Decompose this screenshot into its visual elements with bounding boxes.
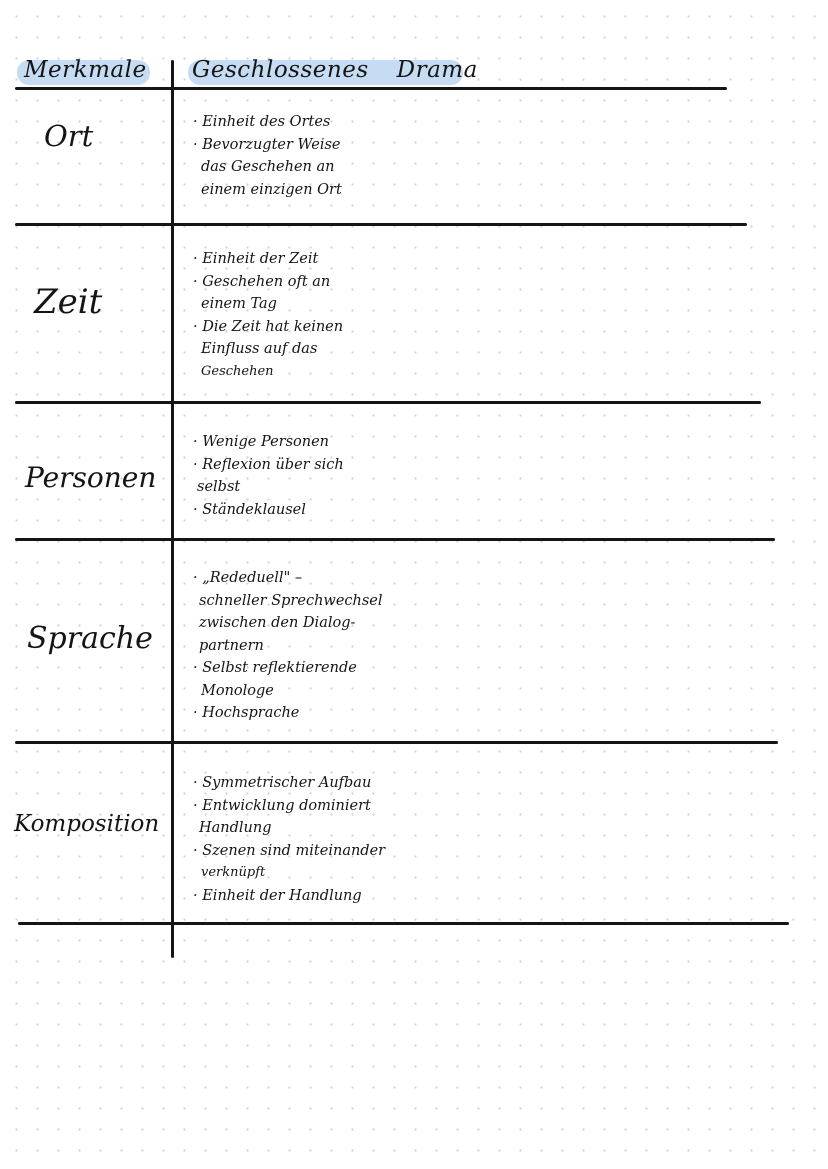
list-item: · Reflexion über sich <box>193 456 344 473</box>
list-item: einem einzigen Ort <box>201 181 342 198</box>
row-label-ort: Ort <box>44 119 94 153</box>
list-item: · Entwicklung dominiert <box>193 797 371 814</box>
row-content-personen <box>193 431 344 521</box>
row-content-sprache <box>193 567 383 725</box>
list-item: Geschehen <box>201 363 274 379</box>
list-item: · Symmetrischer Aufbau <box>193 775 372 791</box>
row-label-komposition: Komposition <box>14 811 160 837</box>
list-item: · Einheit der Handlung <box>193 887 362 904</box>
list-item: · Einheit des Ortes <box>193 114 331 130</box>
row-content-komposition <box>193 772 385 907</box>
row-rule-4 <box>15 741 778 744</box>
header-word-geschlossenes: Geschlossenes <box>192 57 369 83</box>
list-item: · Ständeklausel <box>193 501 306 518</box>
row-label-zeit: Zeit <box>34 282 103 322</box>
header-merkmale: Merkmale <box>24 57 147 83</box>
header-word-drama: Drama <box>396 57 478 83</box>
list-item: Einfluss auf das <box>201 341 318 357</box>
row-content-zeit <box>193 248 343 383</box>
list-item: das Geschehen an <box>201 159 335 175</box>
list-item: zwischen den Dialog- <box>199 615 356 631</box>
row-label-personen: Personen <box>25 461 157 494</box>
list-item: · Szenen sind miteinander <box>193 842 386 859</box>
list-item: · Bevorzugter Weise <box>193 136 341 153</box>
list-item: · Die Zeit hat keinen <box>193 318 344 335</box>
list-item: verknüpft <box>201 865 266 880</box>
header-geschlossenes-drama <box>192 57 506 83</box>
list-item: Handlung <box>199 820 272 836</box>
row-content-ort <box>193 111 342 201</box>
list-item: Monologe <box>201 682 274 699</box>
list-item: · Hochsprache <box>193 705 300 721</box>
list-item: · „Rededuell" – <box>193 570 303 586</box>
row-label-sprache: Sprache <box>27 621 153 656</box>
row-rule-3 <box>15 538 775 541</box>
list-item: partnern <box>199 637 264 654</box>
row-rule-5 <box>18 922 789 925</box>
header-rule <box>15 87 727 90</box>
list-item: · Wenige Personen <box>193 434 330 450</box>
list-item: einem Tag <box>201 296 277 312</box>
list-item: · Geschehen oft an <box>193 273 331 290</box>
list-item: · Einheit der Zeit <box>193 251 319 267</box>
row-rule-1 <box>15 223 747 226</box>
list-item: schneller Sprechwechsel <box>199 592 383 609</box>
list-item: selbst <box>197 479 241 495</box>
row-rule-2 <box>15 401 761 404</box>
list-item: · Selbst reflektierende <box>193 660 357 676</box>
column-divider <box>171 60 174 958</box>
